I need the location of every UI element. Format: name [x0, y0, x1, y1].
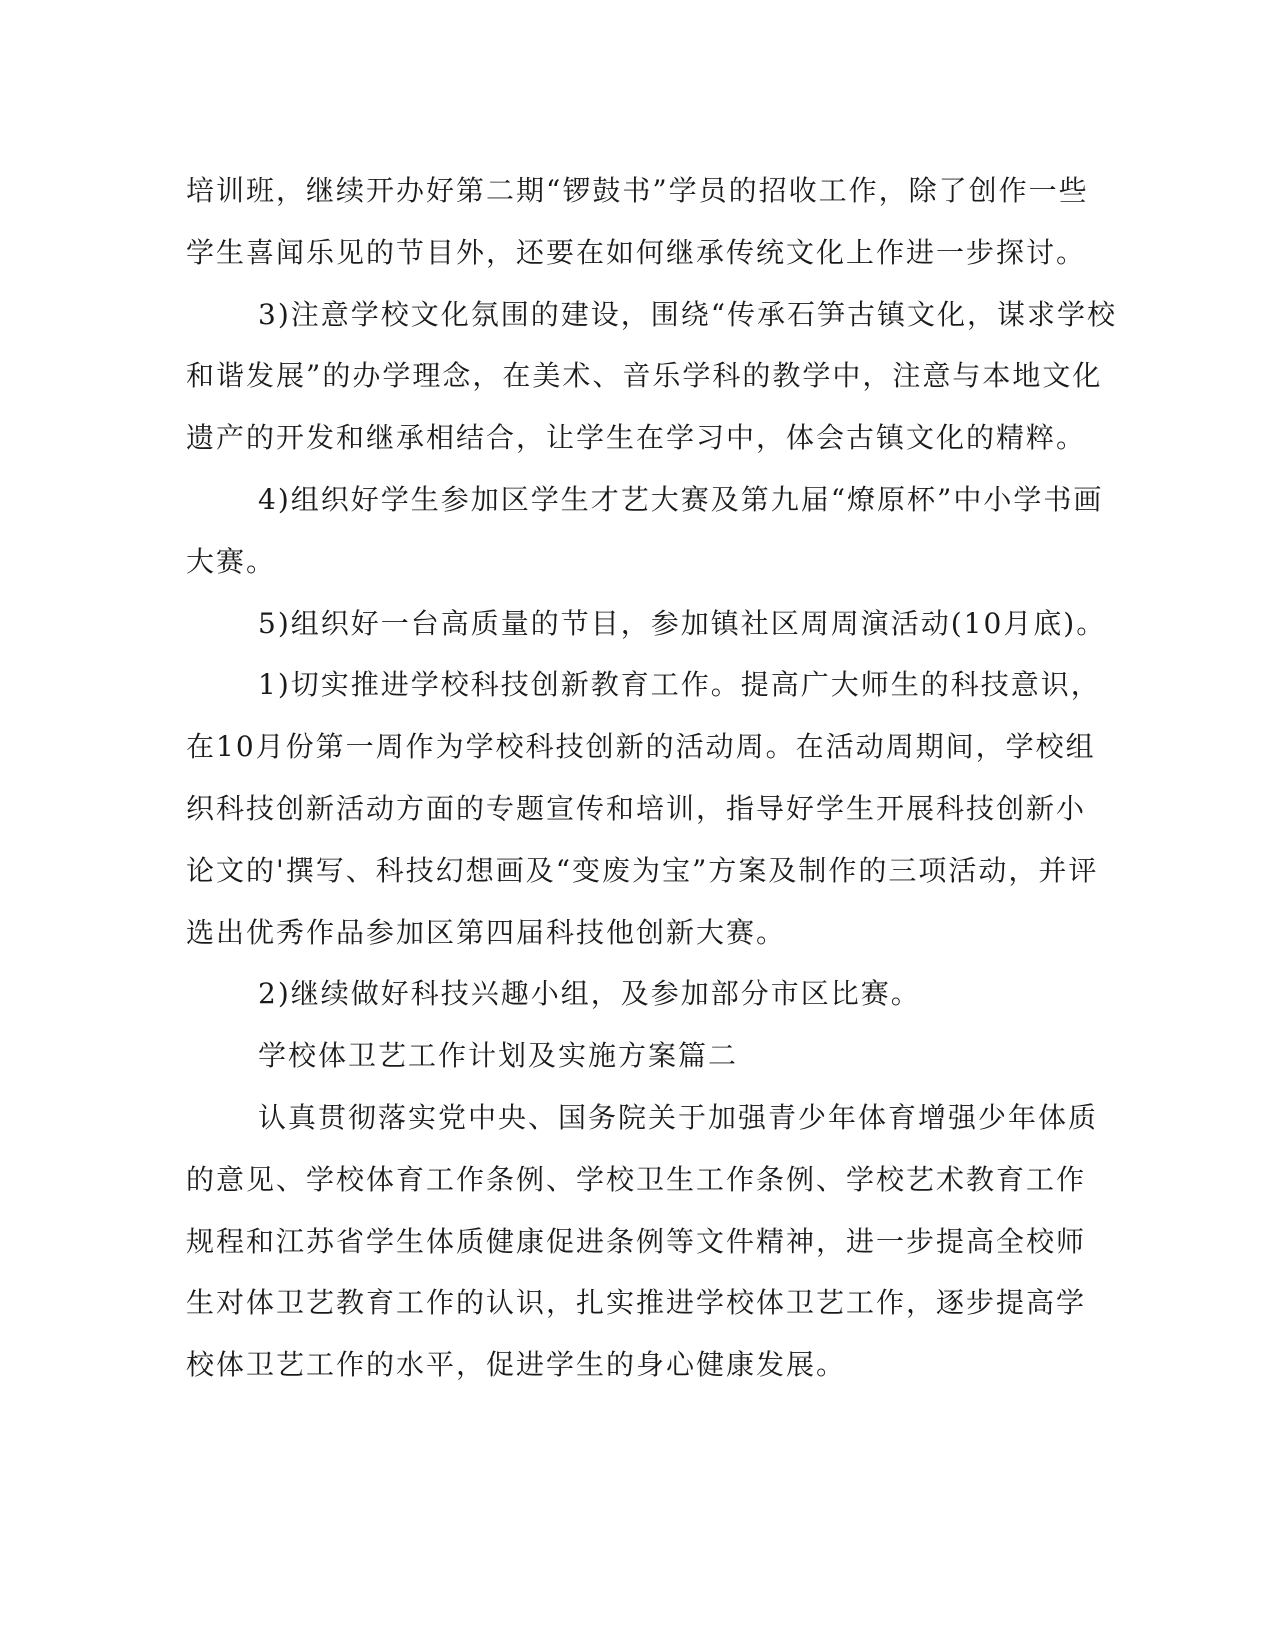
paragraph-3	[186, 469, 1104, 593]
text-line: 织科技创新活动方面的专题宣传和培训，指导好学生开展科技创新小	[186, 791, 1087, 825]
text-line: 的意见、学校体育工作条例、学校卫生工作条例、学校艺术教育工作	[186, 1162, 1087, 1196]
text-line: 认真贯彻落实党中央、国务院关于加强青少年体育增强少年体质	[258, 1100, 1099, 1134]
text-line: 规程和江苏省学生体质健康促进条例等文件精神，进一步提高全校师	[186, 1224, 1087, 1258]
text-line: 遗产的开发和继承相结合，让学生在学习中，体会古镇文化的精粹。	[186, 421, 1087, 455]
paragraph-8	[186, 1087, 1099, 1396]
text-line: 生对体卫艺教育工作的认识，扎实推进学校体卫艺工作，逐步提高学	[186, 1286, 1087, 1320]
text-line: 选出优秀作品参加区第四届科技他创新大赛。	[186, 915, 787, 949]
text-line: 校体卫艺工作的水平，促进学生的身心健康发展。	[186, 1348, 847, 1382]
text-line: 学生喜闻乐见的节目外，还要在如何继承传统文化上作进一步探讨。	[186, 235, 1087, 269]
paragraph-6	[186, 963, 1066, 1025]
text-line: 3)注意学校文化氛围的建设，围绕“传承石笋古镇文化，谋求学校	[258, 297, 1118, 331]
text-line: 4)组织好学生参加区学生才艺大赛及第九届“燎原杯”中小学书画	[258, 482, 1104, 516]
document-body	[186, 160, 1118, 1396]
text-line: 5)组织好一台高质量的节目，参加镇社区周周演活动(10月底)。	[258, 606, 1107, 640]
paragraph-1	[186, 160, 1089, 284]
text-line: 培训班，继续开办好第二期“锣鼓书”学员的招收工作，除了创作一些	[186, 174, 1089, 207]
text-line: 大赛。	[186, 544, 277, 578]
paragraph-2	[186, 284, 1118, 469]
text-line: 2)继续做好科技兴趣小组，及参加部分市区比赛。	[258, 977, 921, 1011]
text-line: 和谐发展”的办学理念，在美术、音乐学科的教学中，注意与本地文化	[186, 359, 1103, 393]
heading-line: 学校体卫艺工作计划及实施方案篇二	[258, 1039, 739, 1073]
section-heading	[186, 1025, 1066, 1087]
text-line: 在10月份第一周作为学校科技创新的活动周。在活动周期间，学校组	[186, 730, 1096, 764]
text-line: 1)切实推进学校科技创新教育工作。提高广大师生的科技意识，	[258, 668, 1101, 702]
paragraph-4	[186, 593, 1107, 655]
text-line: 论文的'撰写、科技幻想画及“变废为宝”方案及制作的三项活动，并评	[186, 853, 1099, 887]
paragraph-5	[186, 654, 1101, 963]
